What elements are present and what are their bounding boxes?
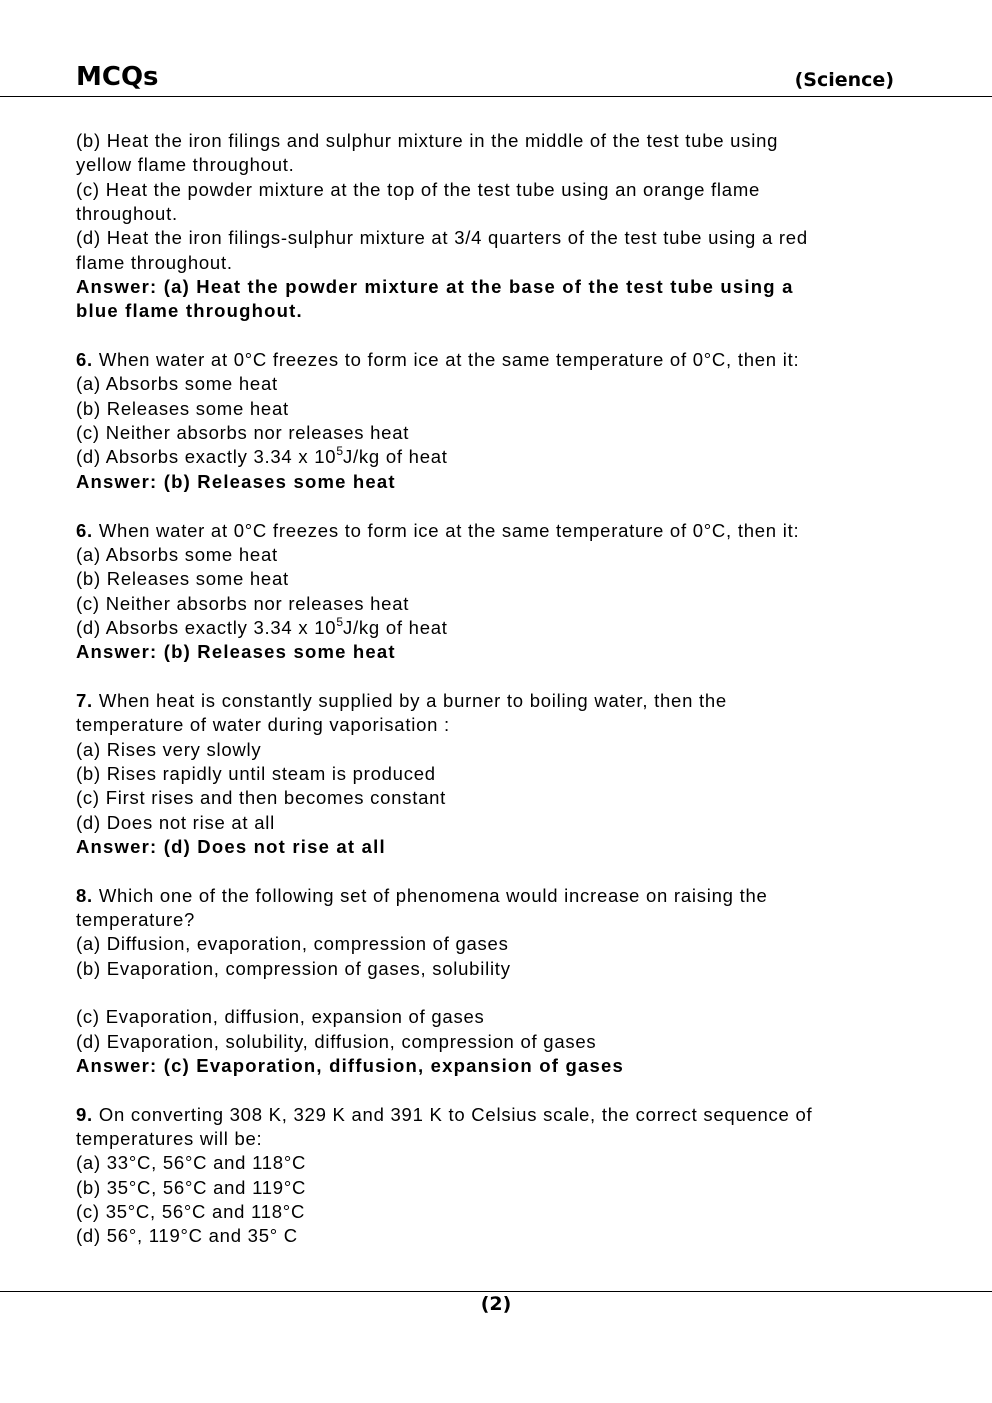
line-text: When water at 0°C freezes to form ice at the same temperature of 0°C, then it: bbox=[92, 519, 800, 541]
answer-line bbox=[76, 1054, 936, 1078]
question-number: 8. bbox=[76, 884, 93, 906]
text-line bbox=[76, 1103, 936, 1127]
line-text: When heat is constantly supplied by a burner to boiling water, then the bbox=[92, 689, 727, 711]
text-line bbox=[76, 1005, 936, 1029]
line-text: (a) Absorbs some heat bbox=[76, 373, 278, 395]
blank-line bbox=[76, 1078, 936, 1102]
line-text: (d) Evaporation, solubility, diffusion, compression of gases bbox=[76, 1030, 597, 1052]
text-line bbox=[76, 129, 936, 153]
text-line bbox=[76, 251, 936, 275]
header-divider bbox=[0, 96, 992, 97]
line-text: (d) Absorbs exactly 3.34 x 10 bbox=[76, 616, 337, 638]
text-line bbox=[76, 372, 936, 396]
line-text: (b) Heat the iron filings and sulphur mixture in the middle of the test tube using bbox=[76, 130, 779, 151]
line-text: (c) First rises and then becomes constant bbox=[76, 787, 447, 809]
footer-divider bbox=[0, 1291, 992, 1292]
line-text: Which one of the following set of phenomena would increase on raising the bbox=[92, 884, 768, 906]
line-text: temperature? bbox=[76, 909, 196, 930]
superscript: 5 bbox=[336, 444, 344, 459]
line-text: yellow flame throughout. bbox=[76, 154, 295, 176]
text-line bbox=[76, 519, 936, 543]
line-text-cont: J/kg of heat bbox=[343, 446, 448, 468]
line-text: (a) Absorbs some heat bbox=[76, 543, 278, 565]
line-text: Answer: (c) Evaporation, diffusion, expansion of gases bbox=[76, 1055, 624, 1077]
text-line bbox=[76, 226, 936, 250]
text-line bbox=[76, 689, 936, 713]
question-number: 7. bbox=[76, 689, 93, 711]
line-text: When water at 0°C freezes to form ice at the same temperature of 0°C, then it: bbox=[92, 349, 800, 371]
line-text: (d) Does not rise at all bbox=[76, 811, 275, 833]
answer-line bbox=[76, 470, 936, 494]
line-text: (c) Evaporation, diffusion, expansion of gases bbox=[76, 1006, 485, 1028]
text-line bbox=[76, 762, 936, 786]
blank-line bbox=[76, 665, 936, 689]
line-text: Answer: (a) Heat the powder mixture at the base of the test tube using a bbox=[76, 276, 794, 298]
answer-line bbox=[76, 299, 936, 323]
line-text: (c) 35°C, 56°C and 118°C bbox=[76, 1201, 306, 1223]
text-line bbox=[76, 178, 936, 202]
text-line bbox=[76, 738, 936, 762]
line-text: (d) Heat the iron filings-sulphur mixture at 3/4 quarters of the test tube using a red bbox=[76, 227, 808, 249]
line-text: (b) Releases some heat bbox=[76, 397, 289, 419]
text-line bbox=[76, 786, 936, 810]
text-line bbox=[76, 713, 936, 737]
text-line bbox=[76, 1224, 936, 1248]
superscript: 5 bbox=[336, 614, 344, 629]
line-text: temperatures will be: bbox=[76, 1128, 263, 1150]
line-text: (b) Evaporation, compression of gases, solubility bbox=[76, 957, 511, 979]
text-line bbox=[76, 445, 936, 469]
question-number: 6. bbox=[76, 349, 93, 371]
line-text: flame throughout. bbox=[76, 251, 233, 273]
line-text: throughout. bbox=[76, 203, 178, 225]
text-line bbox=[76, 884, 936, 908]
line-text: (a) Diffusion, evaporation, compression of gases bbox=[76, 933, 509, 955]
question-number: 6. bbox=[76, 519, 93, 541]
answer-line bbox=[76, 275, 936, 299]
text-line bbox=[76, 1030, 936, 1054]
blank-line bbox=[76, 324, 936, 348]
text-line bbox=[76, 592, 936, 616]
header-title: MCQs bbox=[76, 62, 159, 92]
line-text: (d) 56°, 119°C and 35° C bbox=[76, 1225, 298, 1247]
line-text: (a) Rises very slowly bbox=[76, 738, 262, 760]
line-text: blue flame throughout. bbox=[76, 300, 303, 322]
text-line bbox=[76, 932, 936, 956]
blank-line bbox=[76, 494, 936, 518]
line-text: (c) Neither absorbs nor releases heat bbox=[76, 592, 410, 614]
answer-line bbox=[76, 835, 936, 859]
blank-line bbox=[76, 859, 936, 883]
text-line bbox=[76, 153, 936, 177]
line-text: (c) Heat the powder mixture at the top of the test tube using an orange flame bbox=[76, 178, 761, 200]
text-line bbox=[76, 397, 936, 421]
line-text: (d) Absorbs exactly 3.34 x 10 bbox=[76, 446, 337, 468]
text-line bbox=[76, 957, 936, 981]
text-line bbox=[76, 421, 936, 445]
text-line bbox=[76, 202, 936, 226]
line-text: (b) 35°C, 56°C and 119°C bbox=[76, 1176, 307, 1198]
text-line bbox=[76, 1176, 936, 1200]
text-line bbox=[76, 1151, 936, 1175]
line-text-cont: J/kg of heat bbox=[343, 616, 448, 638]
header-subject: (Science) bbox=[794, 69, 894, 91]
line-text: Answer: (b) Releases some heat bbox=[76, 641, 396, 663]
page-number: (2) bbox=[480, 1293, 512, 1315]
text-line bbox=[76, 811, 936, 835]
line-text: (b) Releases some heat bbox=[76, 568, 289, 590]
line-text: (b) Rises rapidly until steam is produced bbox=[76, 762, 436, 784]
text-line bbox=[76, 1200, 936, 1224]
line-text: Answer: (d) Does not rise at all bbox=[76, 835, 386, 857]
text-line bbox=[76, 348, 936, 372]
text-line bbox=[76, 567, 936, 591]
line-text: Answer: (b) Releases some heat bbox=[76, 470, 396, 492]
blank-line bbox=[76, 981, 936, 1005]
text-line bbox=[76, 908, 936, 932]
document-body bbox=[76, 129, 936, 1249]
text-line bbox=[76, 543, 936, 567]
line-text: temperature of water during vaporisation : bbox=[76, 714, 450, 736]
line-text: (c) Neither absorbs nor releases heat bbox=[76, 422, 410, 444]
text-line bbox=[76, 616, 936, 640]
text-line bbox=[76, 1127, 936, 1151]
line-text: On converting 308 K, 329 K and 391 K to Celsius scale, the correct sequence of bbox=[92, 1103, 813, 1125]
line-text: (a) 33°C, 56°C and 118°C bbox=[76, 1152, 307, 1174]
answer-line bbox=[76, 640, 936, 664]
question-number: 9. bbox=[76, 1103, 93, 1125]
